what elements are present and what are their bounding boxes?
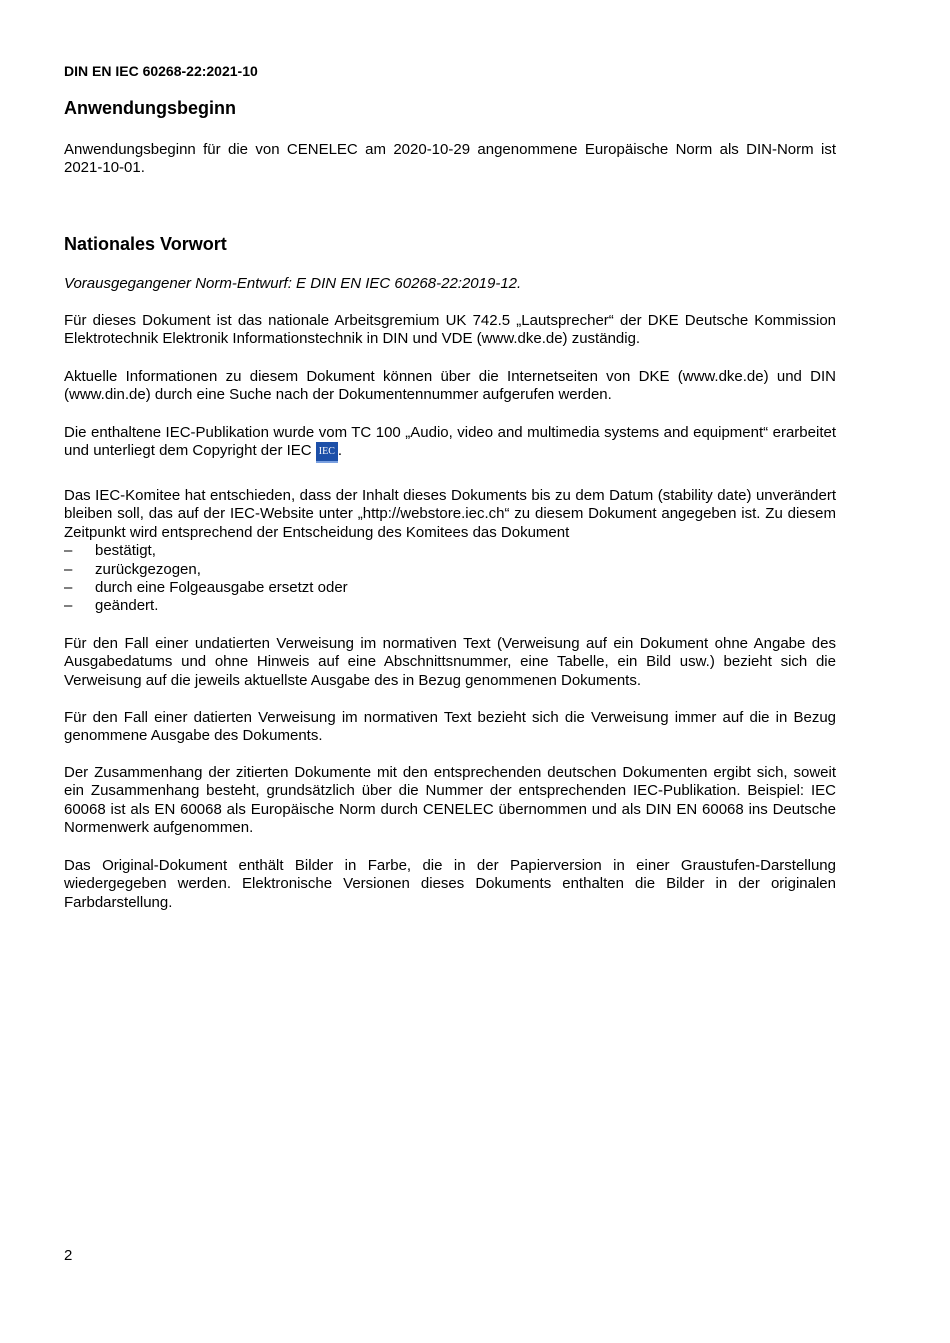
dash-marker: – bbox=[64, 542, 73, 560]
list-item: – durch eine Folgeausgabe ersetzt oder bbox=[64, 579, 348, 597]
list-item: – geändert. bbox=[64, 597, 159, 615]
document-identifier: DIN EN IEC 60268-22:2021-10 bbox=[64, 63, 258, 79]
list-item: – zurückgezogen, bbox=[64, 560, 201, 578]
paragraph-datierte-verweisung: Für den Fall einer datierten Verweisung im normativen Text bezieht sich die Verweisung immer auf die in Bezug genommene Ausgabe des Dokuments. bbox=[64, 709, 836, 745]
page-number: 2 bbox=[64, 1247, 73, 1264]
decision-list bbox=[64, 542, 836, 616]
list-item: – bestätigt, bbox=[64, 542, 156, 560]
paragraph-zustaendigkeit: Für dieses Dokument ist das nationale Arbeitsgremium UK 742.5 „Lautsprecher“ der DKE Deutsche Kommission Elektrotechnik Elektronik Informationstechnik in DIN und VDE (www.dke.de) zuständig. bbox=[64, 312, 836, 348]
paragraph-iec-publikation bbox=[64, 424, 836, 463]
dash-marker: – bbox=[64, 579, 73, 597]
anwendungsbeginn-text: Anwendungsbeginn für die von CENELEC am 2020-10-29 angenommene Europäische Norm als DIN-Norm ist 2021-10-01. bbox=[64, 141, 836, 177]
paragraph-farbdarstellung: Das Original-Dokument enthält Bilder in Farbe, die in der Papierversion in einer Graustufen-Darstellung wiedergegeben werden. Elektronische Versionen dieses Dokuments enthalten die Bilder in der originalen Farbdarstellung. bbox=[64, 857, 836, 911]
stability-date-text: Das IEC-Komitee hat entschieden, dass der Inhalt dieses Dokuments bis zu dem Datum (stability date) unverändert bleiben soll, das auf der IEC-Website unter „http://webstore.iec.ch“ zu diesem Dokument angegeben ist. Zu diesem Zeitpunkt wird entsprechend der Entscheidung des Komitees das Dokument bbox=[64, 487, 836, 541]
paragraph-aktuelle-informationen: Aktuelle Informationen zu diesem Dokument können über die Internetseiten von DKE (www.dke.de) und DIN (www.din.de) durch eine Suche nach der Dokumentennummer aufgerufen werden. bbox=[64, 368, 836, 404]
paragraph-stability-date bbox=[64, 487, 836, 616]
vorausgegangener-entwurf: Vorausgegangener Norm-Entwurf: E DIN EN IEC 60268-22:2019-12. bbox=[64, 275, 522, 292]
iec-publikation-text: Die enthaltene IEC-Publikation wurde vom TC 100 „Audio, video and multimedia systems and equipment“ erarbeitet und unterliegt dem Copyright der IEC bbox=[64, 424, 836, 460]
iec-logo-icon: IEC bbox=[316, 442, 338, 463]
iec-publikation-end: . bbox=[337, 442, 342, 460]
heading-nationales-vorwort: Nationales Vorwort bbox=[64, 234, 227, 254]
dash-marker: – bbox=[64, 597, 73, 615]
heading-anwendungsbeginn: Anwendungsbeginn bbox=[64, 98, 236, 118]
paragraph-zusammenhang: Der Zusammenhang der zitierten Dokumente mit den entsprechenden deutschen Dokumenten ergibt sich, soweit ein Zusammenhang besteht, grundsätzlich über die Nummer der entsprechenden IEC-Publikation. Beispiel: IEC 60068 ist als EN 60068 als Europäische Norm durch CENELEC übernommen und als DIN EN 60068 ins Deutsche Normenwerk aufgenommen. bbox=[64, 764, 836, 837]
paragraph-undatierte-verweisung: Für den Fall einer undatierten Verweisung im normativen Text (Verweisung auf ein Dokument ohne Angabe des Ausgabedatums und ohne Hinweis auf eine Abschnittsnummer, eine Tabelle, ein Bild usw.) bezieht sich die Verweisung auf die jeweils aktuellste Ausgabe des in Bezug genommenen Dokuments. bbox=[64, 635, 836, 689]
dash-marker: – bbox=[64, 560, 73, 578]
